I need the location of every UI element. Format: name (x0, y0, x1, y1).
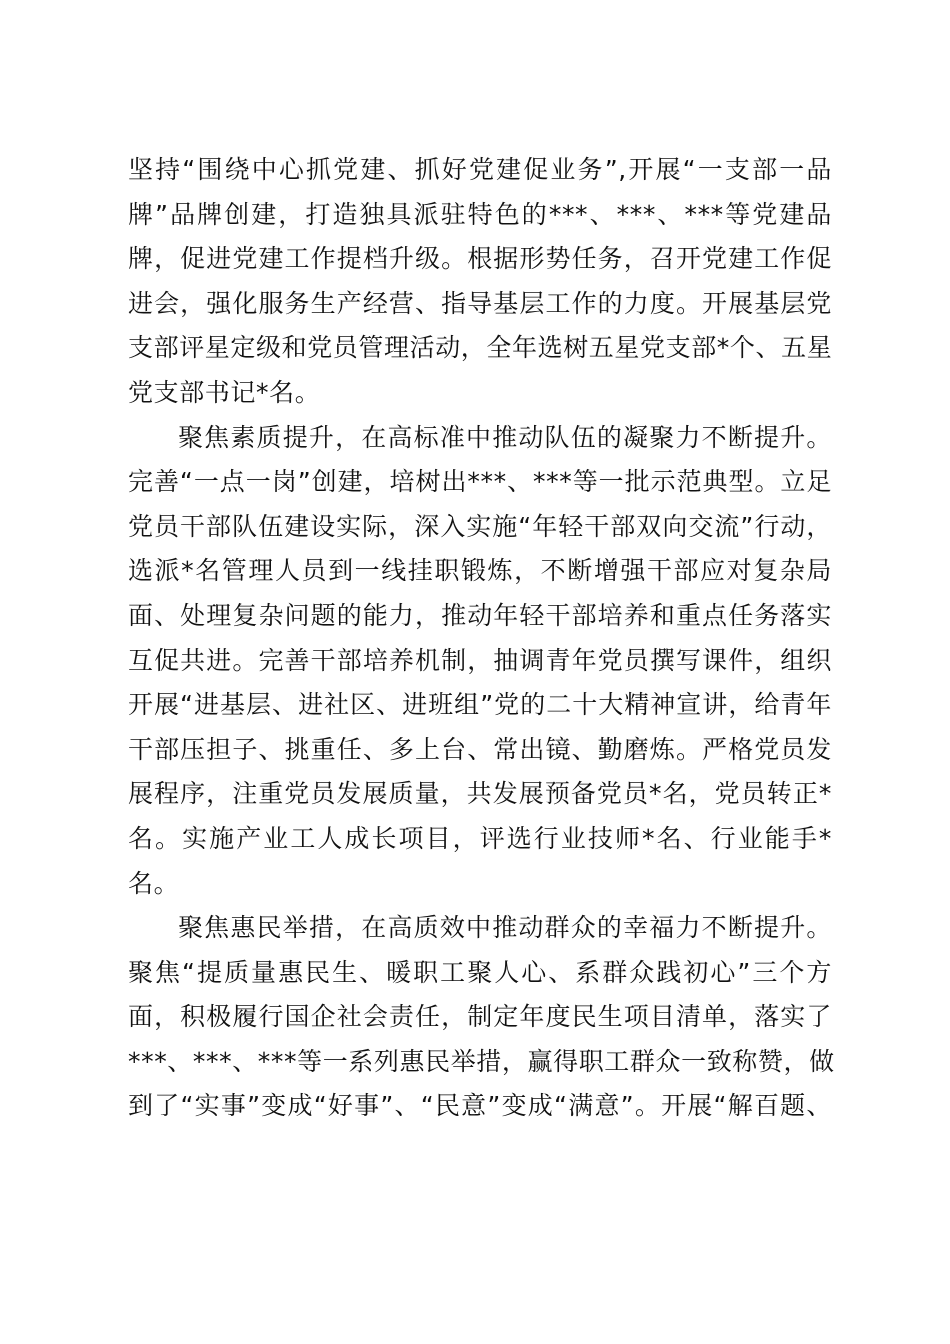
paragraph-benefit-measures (128, 906, 835, 1129)
paragraph-quality-improvement (128, 416, 832, 907)
text-line: 干部压担子、挑重任、多上台、常出镜、勤磨炼。严格党员发 (128, 734, 832, 764)
text-line: 党支部书记*名。 (128, 377, 321, 407)
text-line: 聚焦“提质量惠民生、暖职工聚人心、系群众践初心”三个方 (128, 957, 832, 987)
text-line: 进会，强化服务生产经营、指导基层工作的力度。开展基层党 (128, 288, 832, 318)
text-line: ***、***、***等一系列惠民举措，赢得职工群众一致称赞，做 (128, 1046, 835, 1076)
text-line: 牌，促进党建工作提档升级。根据形势任务，召开党建工作促 (128, 244, 832, 274)
document-body (128, 148, 835, 1129)
text-line: 选派*名管理人员到一线挂职锻炼，不断增强干部应对复杂局 (128, 556, 832, 586)
text-line: 开展“进基层、进社区、进班组”党的二十大精神宣讲，给青年 (128, 690, 832, 720)
text-line: 完善“一点一岗”创建，培树出***、***等一批示范典型。立足 (128, 467, 832, 497)
text-line: 互促共进。完善干部培养机制，抽调青年党员撰写课件，组织 (128, 645, 832, 675)
paragraph-party-building (128, 148, 832, 416)
text-line: 展程序，注重党员发展质量，共发展预备党员*名，党员转正* (128, 779, 832, 809)
text-line: 聚焦惠民举措，在高质效中推动群众的幸福力不断提升。 (178, 913, 832, 943)
text-line: 支部评星定级和党员管理活动，全年选树五星党支部*个、五星 (128, 333, 833, 363)
text-line: 面、处理复杂问题的能力，推动年轻干部培养和重点任务落实 (128, 600, 832, 630)
text-line: 名。实施产业工人成长项目，评选行业技师*名、行业能手* (128, 823, 832, 853)
text-line: 到了“实事”变成“好事”、“民意”变成“满意”。开展“解百题、 (128, 1091, 832, 1121)
text-line: 牌”品牌创建，打造独具派驻特色的***、***、***等党建品 (128, 199, 832, 229)
text-line: 名。 (128, 868, 180, 898)
text-line: 聚焦素质提升，在高标准中推动队伍的凝聚力不断提升。 (178, 422, 832, 452)
text-line: 面，积极履行国企社会责任，制定年度民生项目清单，落实了 (128, 1002, 832, 1032)
text-line: 党员干部队伍建设实际，深入实施“年轻干部双向交流”行动， (128, 511, 832, 541)
text-line: 坚持“围绕中心抓党建、抓好党建促业务”,开展“一支部一品 (128, 155, 832, 184)
